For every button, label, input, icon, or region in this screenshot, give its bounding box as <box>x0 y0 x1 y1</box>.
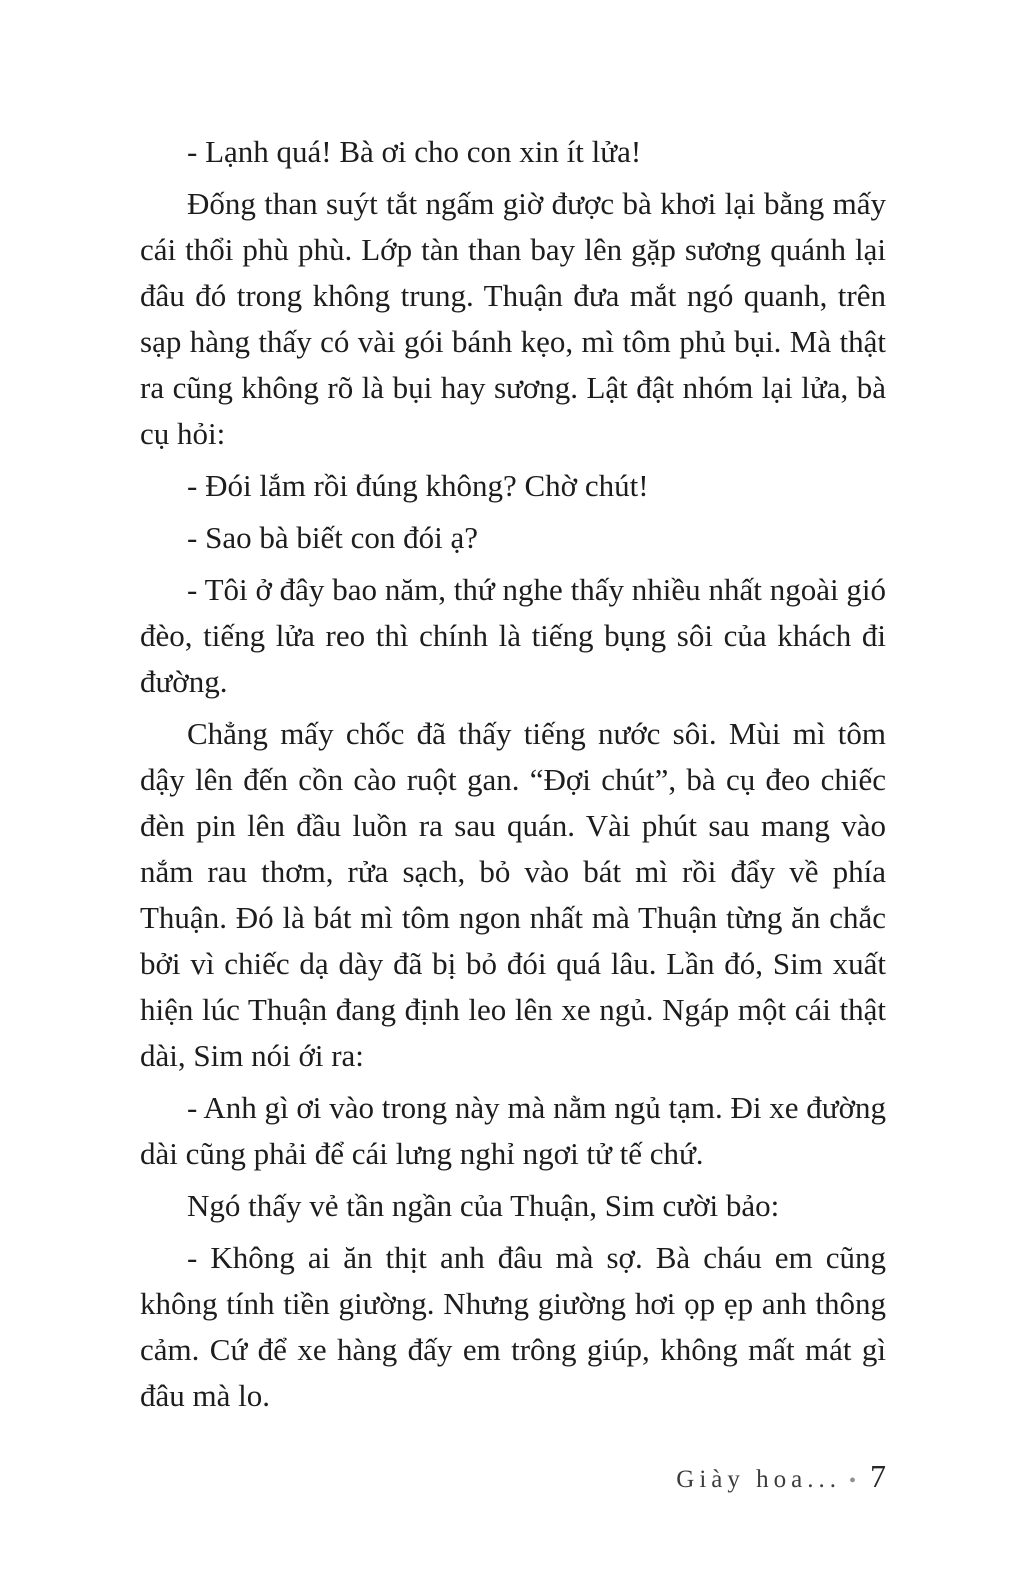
page-number: 7 <box>870 1458 886 1494</box>
paragraph-dialogue: - Đói lắm rồi đúng không? Chờ chút! <box>187 468 649 503</box>
paragraph-dialogue: - Anh gì ơi vào trong này mà nằm ngủ tạm. Đi xe đường dài cũng phải để cái lưng nghỉ ngơi tử tế chứ. <box>140 1090 886 1171</box>
paragraph-narrative: Đống than suýt tắt ngấm giờ được bà khơi lại bằng mấy cái thổi phù phù. Lớp tàn than bay lên gặp sương quánh lại đâu đó trong không trung. Thuận đưa mắt ngó quanh, trên sạp hàng thấy có vài gói bánh kẹo, mì tôm phủ bụi. Mà thật ra cũng không rõ là bụi hay sương. Lật đật nhóm lại lửa, bà cụ hỏi: <box>140 186 886 451</box>
page-footer <box>676 1458 886 1495</box>
body-text <box>140 129 886 1425</box>
paragraph-dialogue: - Không ai ăn thịt anh đâu mà sợ. Bà cháu em cũng không tính tiền giường. Nhưng giường hơi ọp ẹp anh thông cảm. Cứ để xe hàng đấy em trông giúp, không mất mát gì đâu mà lo. <box>140 1240 886 1413</box>
paragraph-dialogue: - Sao bà biết con đói ạ? <box>187 520 478 555</box>
paragraph-narrative: Ngó thấy vẻ tần ngần của Thuận, Sim cười bảo: <box>187 1188 780 1223</box>
running-title: Giày hoa... <box>676 1466 841 1493</box>
paragraph-dialogue: - Lạnh quá! Bà ơi cho con xin ít lửa! <box>187 134 642 169</box>
separator-dot-icon: • <box>848 1470 856 1492</box>
paragraph-dialogue: - Tôi ở đây bao năm, thứ nghe thấy nhiều nhất ngoài gió đèo, tiếng lửa reo thì chính là tiếng bụng sôi của khách đi đường. <box>140 572 886 699</box>
paragraph-narrative: Chẳng mấy chốc đã thấy tiếng nước sôi. Mùi mì tôm dậy lên đến cồn cào ruột gan. “Đợi chút”, bà cụ đeo chiếc đèn pin lên đầu luồn ra sau quán. Vài phút sau mang vào nắm rau thơm, rửa sạch, bỏ vào bát mì rồi đẩy về phía Thuận. Đó là bát mì tôm ngon nhất mà Thuận từng ăn chắc bởi vì chiếc dạ dày đã bị bỏ đói quá lâu. Lần đó, Sim xuất hiện lúc Thuận đang định leo lên xe ngủ. Ngáp một cái thật dài, Sim nói ới ra: <box>140 716 886 1073</box>
